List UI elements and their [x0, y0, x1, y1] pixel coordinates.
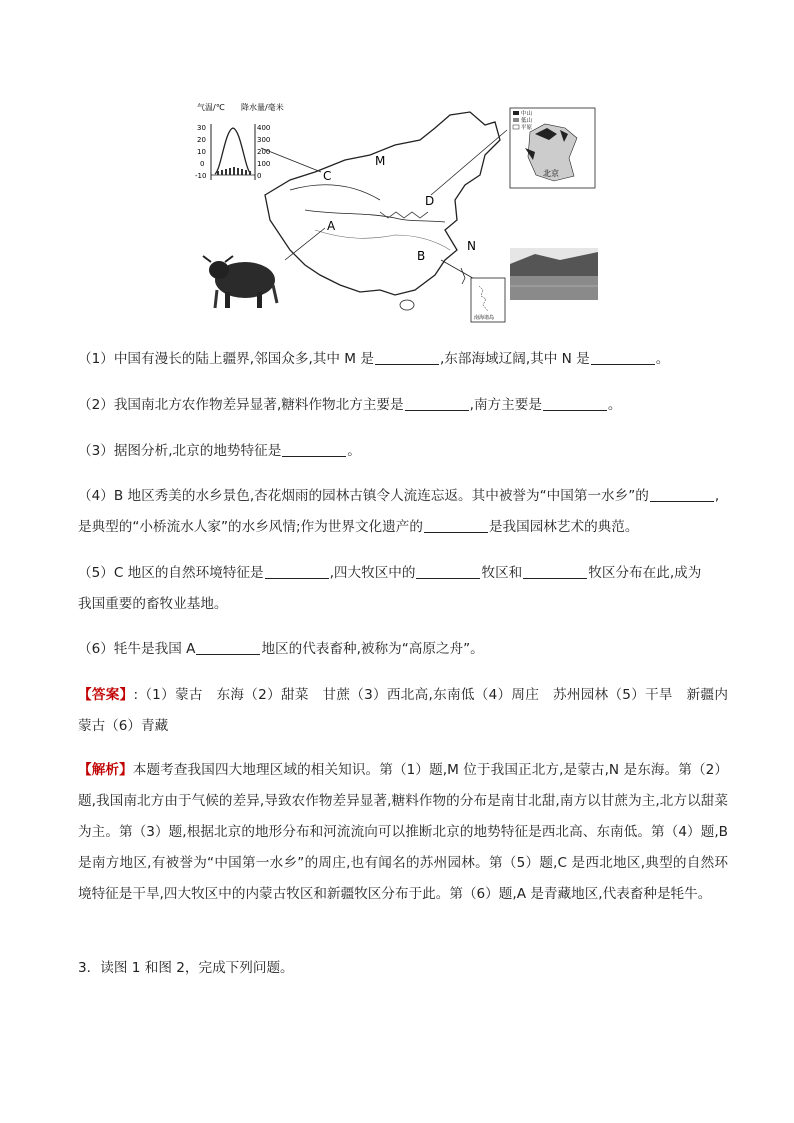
question-text: （6）牦牛是我国 A: [78, 641, 196, 657]
question-6: [78, 639, 484, 659]
question-text: 是典型的“小桥流水人家”的水乡风情;作为世界文化遗产的: [78, 519, 423, 535]
question-3: [78, 441, 361, 461]
taiwan-island: [461, 268, 465, 284]
question-text: 。: [607, 397, 622, 413]
question-4-line-2: [78, 517, 638, 537]
legend-item: 中山: [521, 111, 533, 117]
answer-blank[interactable]: [265, 565, 329, 579]
precip-tick: 400: [257, 124, 271, 132]
china-map: [261, 112, 507, 310]
beijing-inset: [510, 108, 595, 188]
label-C: C: [323, 169, 332, 183]
answer-blank[interactable]: [416, 565, 480, 579]
answer-blank[interactable]: [650, 488, 714, 502]
question-text: 地区的代表畜种,被称为“高原之舟”。: [261, 641, 484, 657]
legend-item: 低山: [521, 118, 533, 124]
analysis-label: 【解析】: [78, 762, 133, 778]
answer-text: :（1）蒙古 东海（2）甜菜 甘蔗（3）西北高,东南低（4）周庄 苏州园林（5）干旱 新疆内蒙古（6）青藏: [78, 687, 728, 734]
answer-blank[interactable]: [424, 519, 488, 533]
precip-tick: 100: [257, 160, 271, 168]
answer-label: 【答案】: [78, 687, 134, 703]
label-D: D: [425, 194, 435, 208]
question-text: （4）B 地区秀美的水乡景色,杏花烟雨的园林古镇令人流连忘返。其中被誉为“中国第一水乡”的: [78, 488, 649, 504]
precip-tick: 200: [257, 148, 271, 156]
answer-blank[interactable]: [591, 351, 655, 365]
answer-blank[interactable]: [375, 351, 439, 365]
temp-axis-label: 气温/℃: [197, 103, 225, 112]
answer-blank[interactable]: [282, 443, 346, 457]
answer-blank[interactable]: [523, 565, 587, 579]
pointer-A: [285, 228, 325, 260]
question-text: ,: [714, 488, 720, 504]
answer-blank[interactable]: [405, 397, 469, 411]
precip-tick: 0: [257, 172, 262, 180]
question-5-line-1: [78, 563, 701, 583]
answer-blank[interactable]: [196, 641, 260, 655]
hainan-island: [400, 300, 414, 310]
temp-tick: 10: [197, 148, 206, 156]
question-text: 。: [347, 443, 361, 459]
question-1: [78, 349, 669, 369]
question-text: （3）据图分析,北京的地势特征是: [78, 443, 282, 459]
south-sea-inset: [471, 278, 505, 322]
map-figure: [195, 100, 605, 325]
label-N: N: [467, 239, 476, 253]
beijing-label: 北京: [543, 169, 559, 178]
next-question: 3．读图 1 和图 2，完成下列问题。: [78, 960, 294, 976]
question-2: [78, 395, 622, 415]
precip-tick: 300: [257, 136, 271, 144]
qinling-huaihe-pattern: [380, 212, 428, 218]
question-5-line-2: [78, 594, 228, 614]
precip-axis-label: 降水量/毫米: [241, 103, 284, 112]
label-M: M: [375, 154, 386, 168]
pointer-D: [431, 130, 507, 195]
question-text: （2）我国南北方农作物差异显著,糖料作物北方主要是: [78, 397, 404, 413]
yak-photo: [203, 256, 277, 308]
question-text: 是我国园林艺术的典范。: [488, 519, 639, 535]
legend-item: 平原: [521, 125, 533, 131]
precipitation-bars: [217, 167, 251, 175]
border-line: [290, 185, 380, 200]
question-text: 我国重要的畜牧业基地。: [78, 596, 228, 612]
question-text: 牧区和: [481, 565, 523, 581]
map-figure-svg: [195, 100, 605, 325]
question-4-line-1: [78, 486, 719, 506]
south-sea-label: 南海诸岛: [474, 315, 495, 321]
answer-blank[interactable]: [543, 397, 607, 411]
temp-tick: 20: [197, 136, 206, 144]
climate-chart: [195, 102, 284, 180]
question-text: 牧区分布在此,成为: [588, 565, 702, 581]
river-line: [315, 230, 450, 250]
question-text: （5）C 地区的自然环境特征是: [78, 565, 264, 581]
temp-tick: -10: [195, 172, 207, 180]
label-B: B: [417, 249, 426, 263]
question-text: ,南方主要是: [469, 397, 542, 413]
water-town-photo: [510, 248, 598, 300]
answer-block: [78, 680, 728, 742]
temp-tick: 0: [200, 160, 205, 168]
temp-tick: 30: [197, 124, 206, 132]
label-A: A: [327, 219, 336, 233]
qinling-line: [305, 210, 445, 222]
analysis-text: 本题考查我国四大地理区域的相关知识。第（1）题,M 位于我国正北方,是蒙古,N 是东海。第（2）题,我国南北方由于气候的差异,导致农作物差异显著,糖料作物的分布是南甘北甜,南方以甘蔗为主,北方以甜菜为主。第（3）题,根据北京的地形分布和河流流向可以推断北京的地势特征是西北高、东南低。第（4）题,B 是南方地区,有被誉为“中国第一水乡”的周庄,也有闻名的苏州园林。第（5）题,C 是西北地区,典型的自然环境特征是干旱,四大牧区中的内蒙古牧区和新疆牧区分布于此。第（6）题,A 是青藏地区,代表畜种是牦牛。: [78, 762, 728, 902]
question-text: ,东部海域辽阔,其中 N 是: [439, 351, 590, 367]
question-text: （1）中国有漫长的陆上疆界,邻国众多,其中 M 是: [78, 351, 374, 367]
analysis-block: [78, 755, 728, 910]
question-text: 。: [655, 351, 670, 367]
question-text: ,四大牧区中的: [329, 565, 416, 581]
